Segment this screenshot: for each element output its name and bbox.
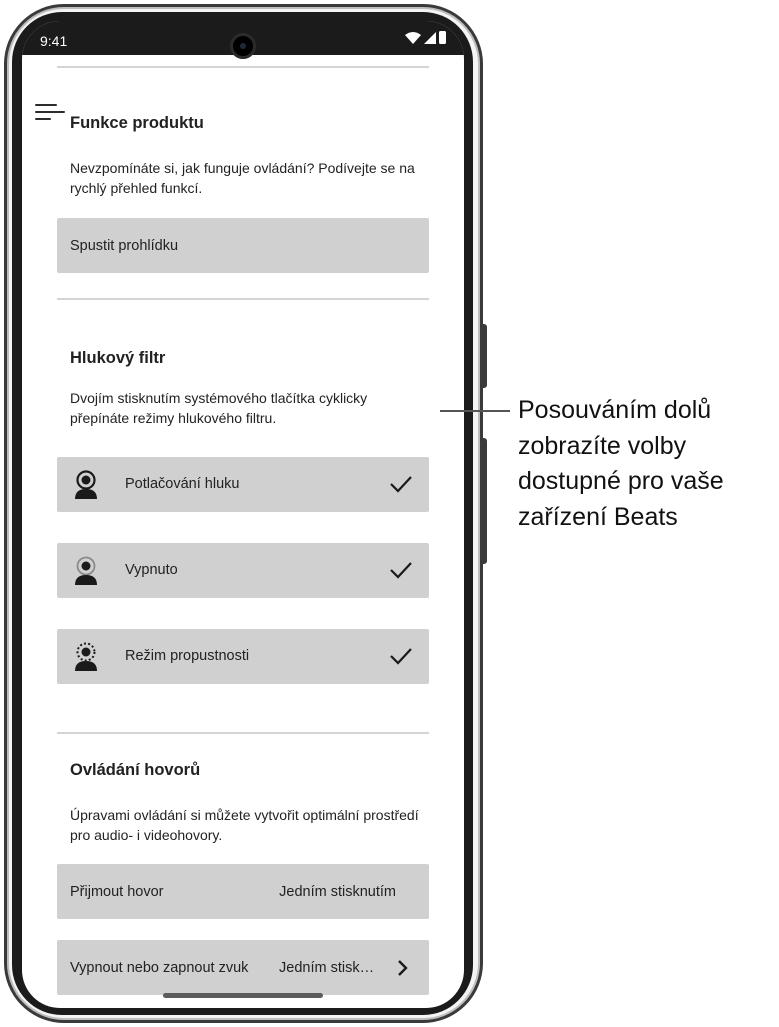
menu-icon[interactable] xyxy=(35,102,65,124)
setting-row-answer-call[interactable] xyxy=(57,864,429,919)
noise-filter-description: Dvojím stisknutím systémového tlačítka cyklicky přepínáte režimy hlukového filtru. xyxy=(70,390,368,426)
signal-icon xyxy=(424,32,436,44)
checkmark-icon xyxy=(389,474,413,494)
mode-label: Potlačování hluku xyxy=(125,476,240,492)
status-bar xyxy=(22,21,464,55)
setting-value: Jedním stisknutím xyxy=(279,883,396,900)
call-controls-description: Úpravami ovládání si můžete vytvořit optimální prostředí pro audio- i videohovory. xyxy=(70,807,419,843)
mode-label: Režim propustnosti xyxy=(125,648,250,664)
callout-line xyxy=(440,410,510,412)
checkmark-icon xyxy=(389,646,413,666)
volume-button xyxy=(482,438,487,564)
start-tour-button[interactable] xyxy=(57,218,429,273)
setting-label: Vypnout nebo zapnout zvuk xyxy=(70,959,249,976)
phone-screen xyxy=(22,21,464,1008)
wifi-icon xyxy=(405,32,421,44)
divider xyxy=(57,66,429,68)
mode-row-off[interactable] xyxy=(57,543,429,598)
status-icons xyxy=(405,31,446,44)
settings-content[interactable] xyxy=(22,55,464,1008)
divider xyxy=(57,298,429,300)
product-features-description: Nevzpomínáte si, jak funguje ovládání? Podívejte se na rychlý přehled funkcí. xyxy=(70,160,415,196)
mode-label: Vypnuto xyxy=(125,562,178,578)
status-time: 9:41 xyxy=(40,33,68,49)
checkmark-icon xyxy=(389,560,413,580)
power-button xyxy=(482,324,487,388)
mode-row-transparency[interactable] xyxy=(57,629,429,684)
product-features-title: Funkce produktu xyxy=(70,114,204,132)
setting-label: Přijmout hovor xyxy=(70,883,164,900)
divider xyxy=(57,732,429,734)
person-off-icon xyxy=(73,556,99,585)
person-noise-cancelling-icon xyxy=(73,470,99,499)
person-transparency-icon xyxy=(73,642,99,671)
noise-filter-title: Hlukový filtr xyxy=(70,349,166,367)
start-tour-label: Spustit prohlídku xyxy=(70,237,179,254)
mode-row-noise-cancelling[interactable] xyxy=(57,457,429,512)
call-controls-title: Ovládání hovorů xyxy=(70,761,201,779)
setting-row-mute[interactable] xyxy=(57,940,429,995)
battery-icon xyxy=(439,31,446,44)
callout-text: Posouváním dolů zobrazíte volby dostupné pro vaše zařízení Beats xyxy=(518,396,724,531)
setting-value: Jedním stisk… xyxy=(279,959,375,976)
home-indicator[interactable] xyxy=(163,993,323,998)
chevron-right-icon xyxy=(397,959,409,977)
